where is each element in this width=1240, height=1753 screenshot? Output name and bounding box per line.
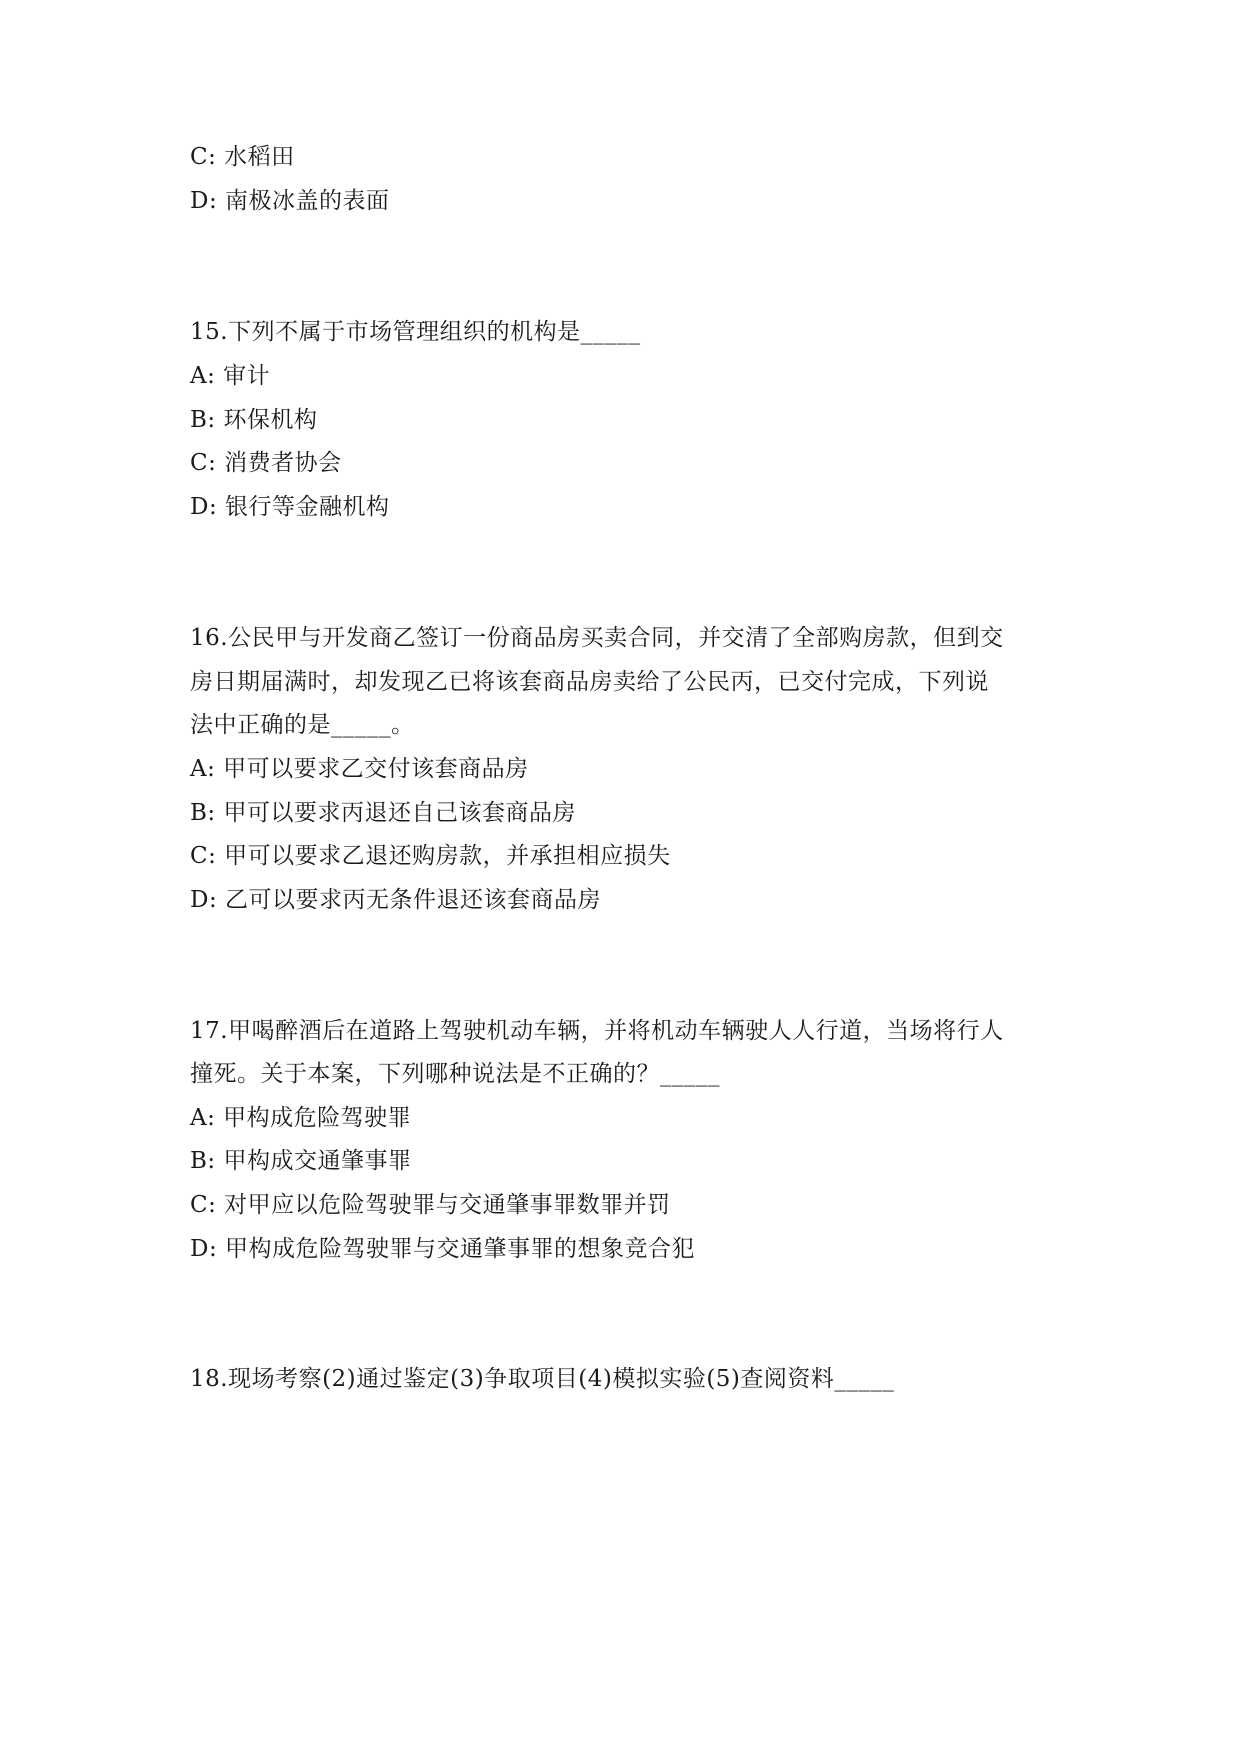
q16-stem-line1: 16.公民甲与开发商乙签订一份商品房买卖合同，并交清了全部购房款，但到交 — [190, 625, 1004, 651]
q15-option-d: D: 银行等金融机构 — [190, 494, 390, 520]
q16-option-c: C: 甲可以要求乙退还购房款，并承担相应损失 — [190, 843, 671, 869]
q17-option-b: B: 甲构成交通肇事罪 — [190, 1148, 412, 1174]
q18-stem: 18.现场考察(2)通过鉴定(3)争取项目(4)模拟实验(5)查阅资料_____ — [190, 1366, 895, 1392]
q16-option-a: A: 甲可以要求乙交付该套商品房 — [190, 756, 529, 782]
q16-option-b: B: 甲可以要求丙退还自己该套商品房 — [190, 800, 576, 826]
q17-option-c: C: 对甲应以危险驾驶罪与交通肇事罪数罪并罚 — [190, 1192, 671, 1218]
q14-option-c: C: 水稻田 — [190, 144, 295, 170]
q15-option-a: A: 审计 — [190, 363, 271, 389]
q17-option-a: A: 甲构成危险驾驶罪 — [190, 1105, 412, 1131]
q17-option-d: D: 甲构成危险驾驶罪与交通肇事罪的想象竞合犯 — [190, 1236, 696, 1262]
q16-stem-line2: 房日期届满时，却发现乙已将该套商品房卖给了公民丙，已交付完成，下列说 — [190, 669, 989, 695]
q17-stem-line1: 17.甲喝醉酒后在道路上驾驶机动车辆，并将机动车辆驶人人行道，当场将行人 — [190, 1018, 1004, 1044]
q17-stem-line2: 撞死。关于本案，下列哪种说法是不正确的？_____ — [190, 1061, 720, 1087]
q15-option-c: C: 消费者协会 — [190, 450, 342, 476]
q16-stem-line3: 法中正确的是_____。 — [190, 712, 415, 738]
q14-option-d: D: 南极冰盖的表面 — [190, 188, 390, 214]
q15-stem: 15.下列不属于市场管理组织的机构是_____ — [190, 319, 641, 345]
q15-option-b: B: 环保机构 — [190, 407, 318, 433]
q16-option-d: D: 乙可以要求丙无条件退还该套商品房 — [190, 887, 602, 913]
